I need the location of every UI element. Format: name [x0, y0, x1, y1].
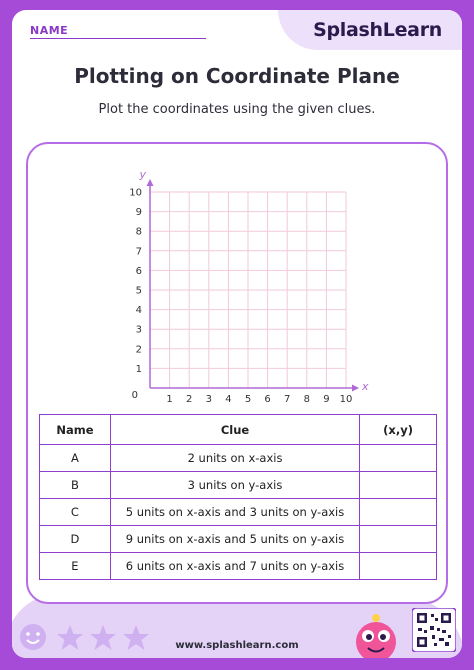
table-row [40, 445, 437, 472]
cell-name: D [40, 526, 111, 553]
y-tick-label: 10 [129, 187, 142, 199]
mascot-icon [348, 608, 404, 658]
cell-clue: 9 units on x-axis and 5 units on y-axis [110, 526, 359, 553]
cell-clue: 5 units on x-axis and 3 units on y-axis [110, 499, 359, 526]
header-xy: (x,y) [360, 415, 437, 445]
header-name: Name [40, 415, 111, 445]
qr-code-icon [412, 608, 456, 652]
y-axis-label: y [139, 168, 146, 181]
x-tick-label: 7 [284, 394, 291, 405]
instruction-text: Plot the coordinates using the given clues. [98, 102, 376, 117]
x-tick-label: 5 [244, 394, 252, 405]
y-axis-arrow [147, 179, 154, 186]
cell-xy-answer[interactable] [360, 526, 437, 553]
name-line [30, 38, 206, 39]
x-tick-label: 6 [264, 394, 271, 405]
x-axis-arrow [352, 385, 359, 392]
clue-table [39, 414, 437, 580]
y-tick-label: 7 [135, 246, 142, 258]
cell-clue: 3 units on y-axis [110, 472, 359, 499]
y-tick-label: 4 [135, 305, 142, 317]
x-tick-label: 3 [205, 394, 212, 405]
table-row [40, 499, 437, 526]
cell-xy-answer[interactable] [360, 553, 437, 580]
origin-label: 0 [131, 390, 138, 401]
cell-name: B [40, 472, 111, 499]
header-clue: Clue [110, 415, 359, 445]
x-tick-label: 9 [323, 394, 330, 405]
page-title: Plotting on Coordinate Plane [74, 64, 400, 88]
y-tick-label: 2 [135, 344, 142, 356]
x-axis-label: x [362, 380, 369, 393]
table-row [40, 553, 437, 580]
y-tick-label: 9 [135, 207, 142, 219]
cell-name: E [40, 553, 111, 580]
name-label: NAME [30, 24, 69, 37]
table-header-row [40, 415, 437, 445]
y-tick-label: 3 [135, 324, 142, 336]
y-tick-label: 6 [135, 265, 142, 277]
x-tick-label: 8 [303, 394, 310, 405]
footer-url[interactable]: www.splashlearn.com [175, 640, 299, 651]
x-tick-label: 2 [186, 394, 193, 405]
cell-xy-answer[interactable] [360, 472, 437, 499]
x-tick-label: 1 [166, 394, 173, 405]
coordinate-plane [108, 153, 378, 408]
cell-name: C [40, 499, 111, 526]
worksheet-sheet [12, 10, 462, 658]
table-row [40, 472, 437, 499]
x-tick-label: 10 [339, 394, 353, 405]
table-row [40, 526, 437, 553]
brand-logo: SplashLearn [313, 19, 442, 41]
cell-clue: 2 units on x-axis [110, 445, 359, 472]
cell-xy-answer[interactable] [360, 499, 437, 526]
y-tick-label: 1 [135, 363, 142, 375]
x-tick-label: 4 [225, 394, 232, 405]
cell-name: A [40, 445, 111, 472]
y-tick-label: 8 [135, 226, 142, 238]
cell-clue: 6 units on x-axis and 7 units on y-axis [110, 553, 359, 580]
cell-xy-answer[interactable] [360, 445, 437, 472]
y-tick-label: 5 [135, 285, 142, 297]
